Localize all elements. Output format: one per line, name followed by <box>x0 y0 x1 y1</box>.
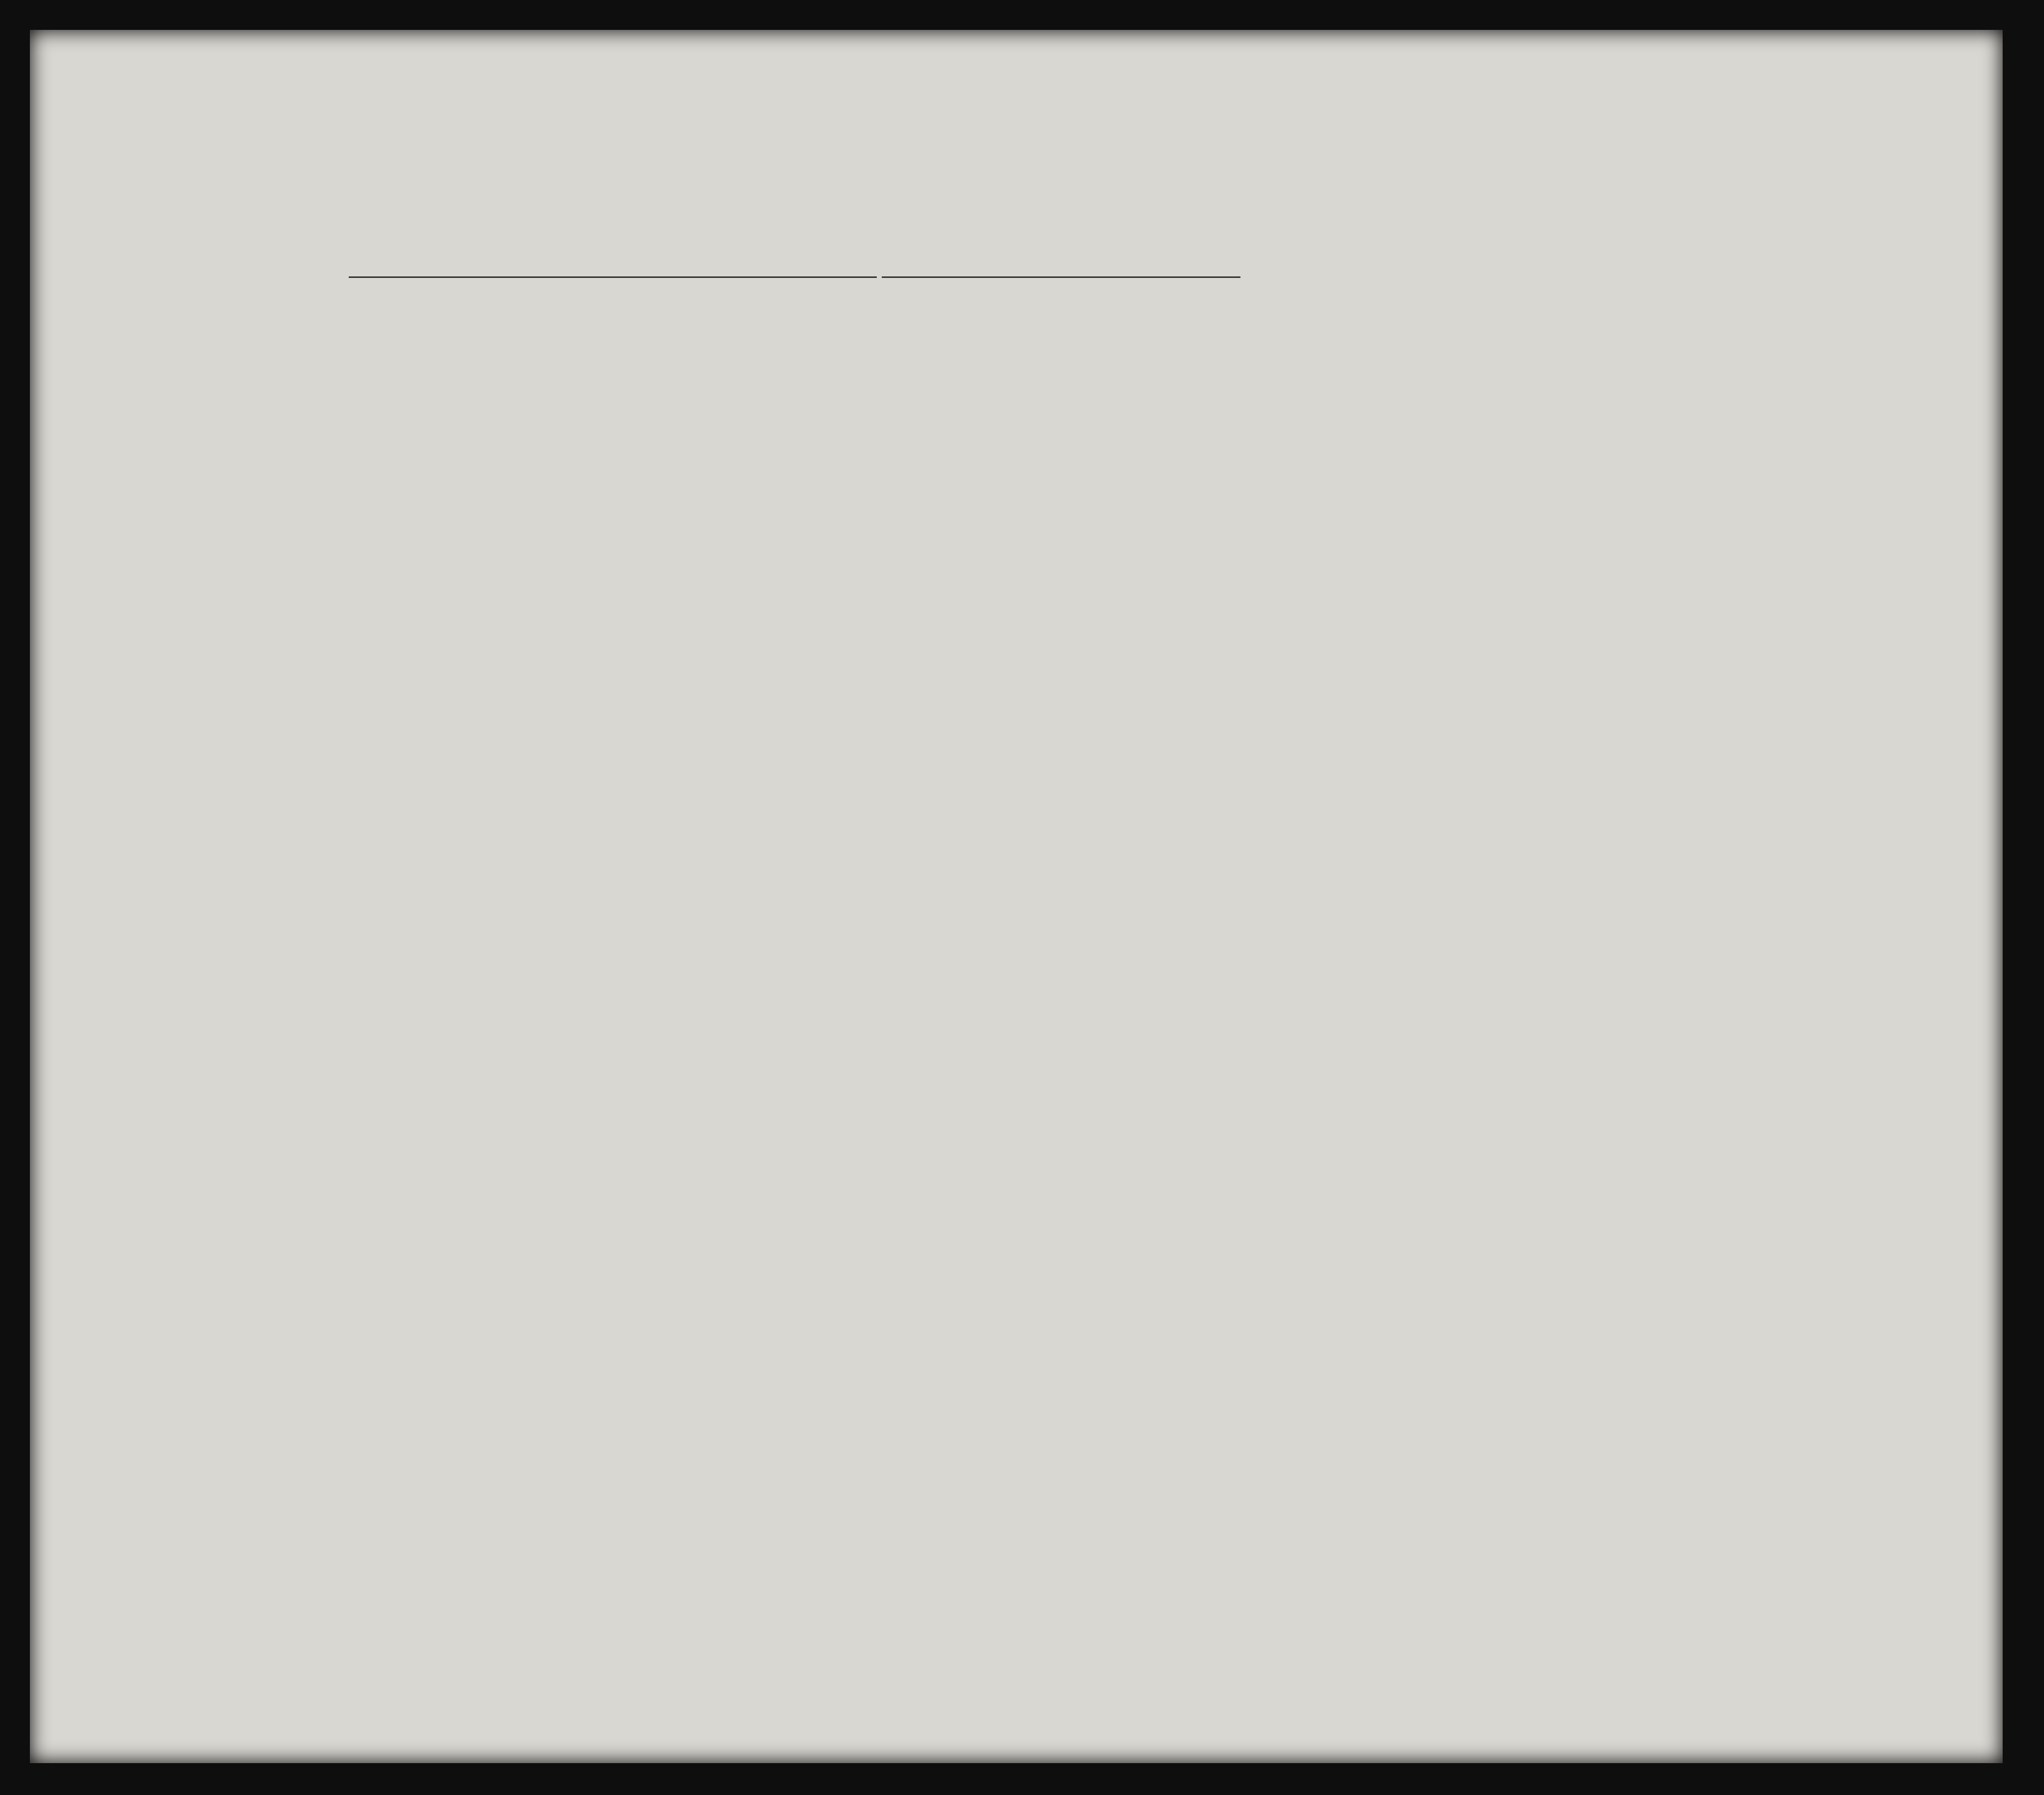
port-line <box>349 276 877 278</box>
manifest-sheet <box>30 30 2003 1763</box>
date-line <box>882 276 1240 278</box>
